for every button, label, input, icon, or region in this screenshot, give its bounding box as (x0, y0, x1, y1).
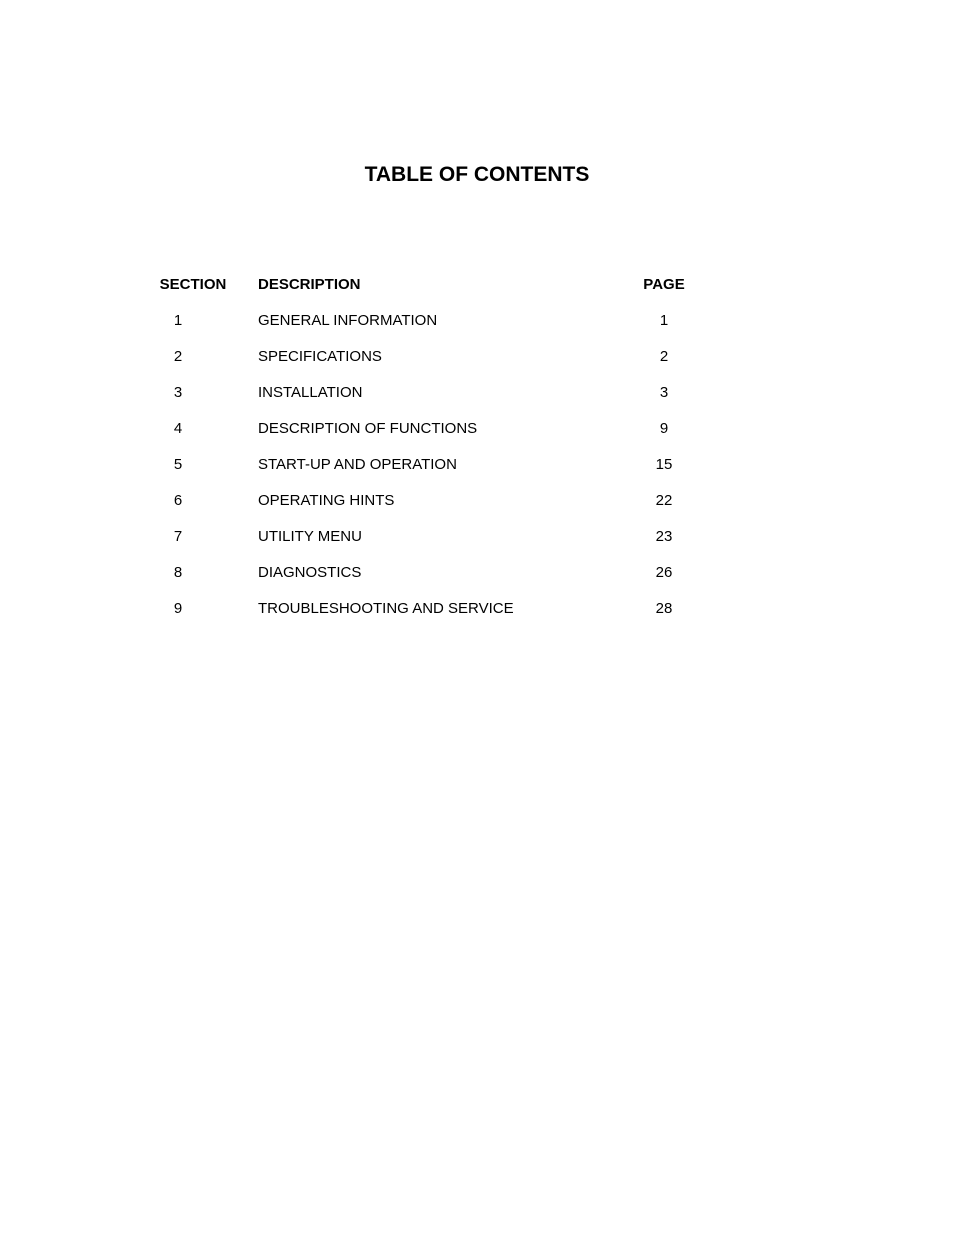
section-number: 8 (173, 564, 183, 581)
page-number: 2 (659, 348, 669, 365)
toc-table (0, 274, 954, 634)
section-number: 9 (173, 600, 183, 617)
section-number: 4 (173, 420, 183, 437)
page-number: 22 (655, 492, 673, 509)
toc-header-row (0, 274, 954, 310)
section-description: TROUBLESHOOTING AND SERVICE (258, 600, 514, 617)
page-number: 28 (655, 600, 673, 617)
page-number: 15 (655, 456, 673, 473)
section-number: 6 (173, 492, 183, 509)
toc-entry (0, 382, 954, 418)
toc-entry (0, 562, 954, 598)
page-column-header: PAGE (643, 276, 685, 293)
toc-entry (0, 454, 954, 490)
section-description: DIAGNOSTICS (258, 564, 362, 581)
toc-entry (0, 418, 954, 454)
page-number: 26 (655, 564, 673, 581)
section-description: DESCRIPTION OF FUNCTIONS (258, 420, 478, 437)
section-column-header: SECTION (159, 276, 227, 293)
description-column-header: DESCRIPTION (258, 276, 361, 293)
page-number: 23 (655, 528, 673, 545)
page-number: 9 (659, 420, 669, 437)
page-number: 3 (659, 384, 669, 401)
section-number: 3 (173, 384, 183, 401)
section-description: UTILITY MENU (258, 528, 362, 545)
section-description: START-UP AND OPERATION (258, 456, 457, 473)
toc-entry (0, 310, 954, 346)
toc-entry (0, 526, 954, 562)
section-description: SPECIFICATIONS (258, 348, 382, 365)
section-description: GENERAL INFORMATION (258, 312, 438, 329)
section-description: INSTALLATION (258, 384, 363, 401)
section-number: 5 (173, 456, 183, 473)
section-number: 2 (173, 348, 183, 365)
toc-entry (0, 346, 954, 382)
section-number: 7 (173, 528, 183, 545)
section-number: 1 (173, 312, 183, 329)
page-number: 1 (659, 312, 669, 329)
toc-entry (0, 490, 954, 526)
page-title: TABLE OF CONTENTS (364, 163, 590, 186)
section-description: OPERATING HINTS (258, 492, 395, 509)
toc-entry (0, 598, 954, 634)
